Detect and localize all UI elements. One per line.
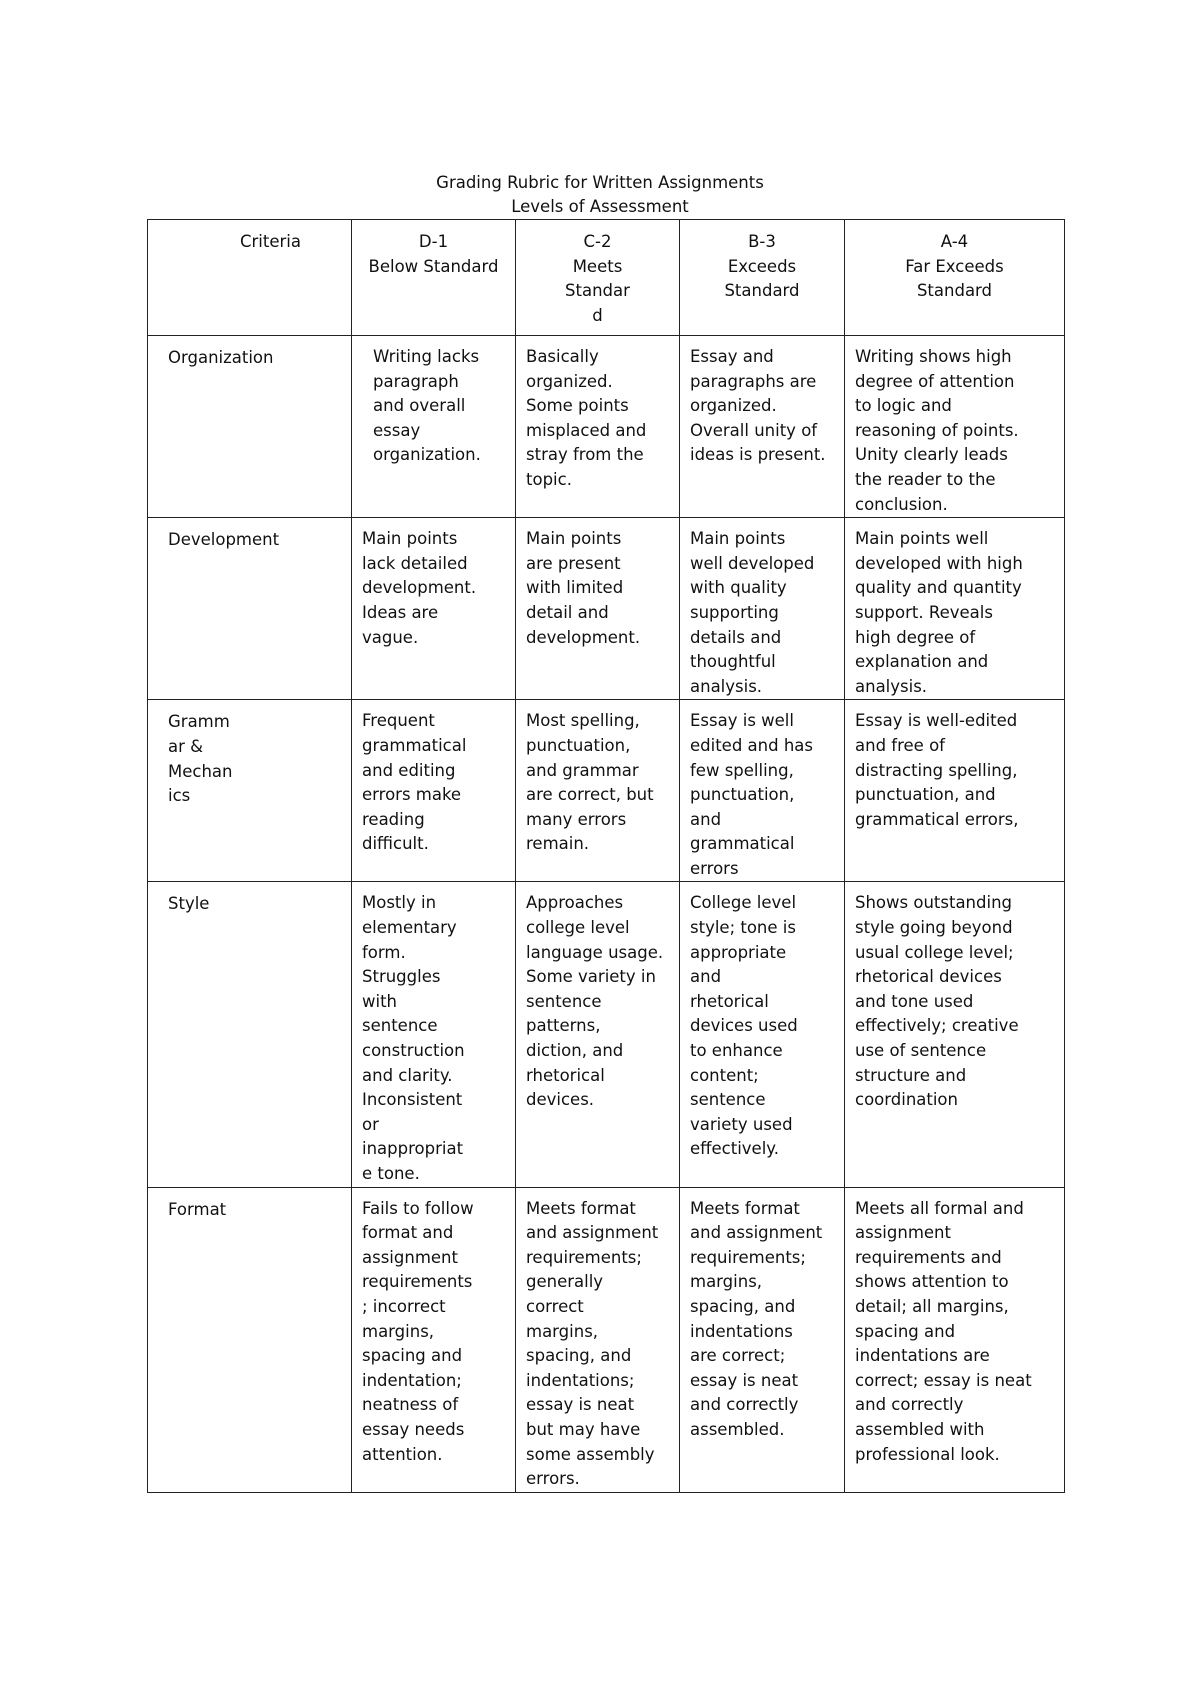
level-label: Far Exceeds Standard bbox=[905, 256, 1004, 301]
cell-format-d1: Fails to follow format and assignment requirements ; incorrect margins, spacing and indentation; neatness of essay needs attention. bbox=[352, 1187, 516, 1492]
level-header-b3 bbox=[680, 220, 845, 336]
document-title: Grading Rubric for Written Assignments bbox=[436, 173, 764, 192]
cell-development-b3: Main points well developed with quality supporting details and thoughtful analysis. bbox=[680, 518, 845, 700]
cell-grammar-c2: Most spelling, punctuation, and grammar are correct, but many errors remain. bbox=[516, 700, 680, 882]
rubric-table bbox=[147, 219, 1065, 1493]
cell-format-b3: Meets format and assignment requirements; margins, spacing, and indentations are correct; essay is neat and correctly assembled. bbox=[680, 1187, 845, 1492]
level-code: C-2 bbox=[583, 232, 612, 251]
level-code: B-3 bbox=[748, 232, 776, 251]
criterion-grammar-mechanics: Gramm ar & Mechan ics bbox=[148, 700, 352, 882]
cell-organization-c2: Basically organized. Some points misplaced and stray from the topic. bbox=[516, 336, 680, 518]
level-label: Exceeds Standard bbox=[724, 256, 800, 301]
level-header-c2 bbox=[516, 220, 680, 336]
criterion-organization: Organization bbox=[148, 336, 352, 518]
cell-grammar-a4: Essay is well-edited and free of distracting spelling, punctuation, and grammatical errors, bbox=[845, 700, 1065, 882]
level-header-a4 bbox=[845, 220, 1065, 336]
cell-format-a4: Meets all formal and assignment requirements and shows attention to detail; all margins, spacing and indentations are correct; essay is neat and correctly assembled with professional look. bbox=[845, 1187, 1065, 1492]
level-code: D-1 bbox=[418, 232, 449, 251]
cell-development-d1: Main points lack detailed development. Ideas are vague. bbox=[352, 518, 516, 700]
cell-organization-b3: Essay and paragraphs are organized. Overall unity of ideas is present. bbox=[680, 336, 845, 518]
table-row bbox=[148, 518, 1065, 700]
cell-style-d1: Mostly in elementary form. Struggles with sentence construction and clarity. Inconsistent or inappropriat e tone. bbox=[352, 882, 516, 1187]
cell-organization-a4: Writing shows high degree of attention to logic and reasoning of points. Unity clearly leads the reader to the conclusion. bbox=[845, 336, 1065, 518]
cell-development-a4: Main points well developed with high quality and quantity support. Reveals high degree of explanation and analysis. bbox=[845, 518, 1065, 700]
cell-style-a4: Shows outstanding style going beyond usual college level; rhetorical devices and tone used effectively; creative use of sentence structure and coordination bbox=[845, 882, 1065, 1187]
cell-development-c2: Main points are present with limited detail and development. bbox=[516, 518, 680, 700]
level-code: A-4 bbox=[940, 232, 969, 251]
document-subtitle: Levels of Assessment bbox=[511, 197, 689, 216]
table-row bbox=[148, 1187, 1065, 1492]
table-row bbox=[148, 882, 1065, 1187]
level-header-d1 bbox=[352, 220, 516, 336]
level-label: Below Standard bbox=[368, 256, 499, 276]
criteria-header: Criteria bbox=[148, 220, 352, 336]
cell-grammar-b3: Essay is well edited and has few spelling, punctuation, and grammatical errors bbox=[680, 700, 845, 882]
criterion-style: Style bbox=[148, 882, 352, 1187]
criterion-development: Development bbox=[148, 518, 352, 700]
cell-format-c2: Meets format and assignment requirements; generally correct margins, spacing, and indentations; essay is neat but may have some assembly errors. bbox=[516, 1187, 680, 1492]
cell-organization-d1: Writing lacks paragraph and overall essay organization. bbox=[352, 336, 516, 518]
header-row bbox=[148, 220, 1065, 336]
criterion-format: Format bbox=[148, 1187, 352, 1492]
level-label: Meets Standar d bbox=[565, 256, 630, 325]
cell-style-c2: Approaches college level language usage. Some variety in sentence patterns, diction, and rhetorical devices. bbox=[516, 882, 680, 1187]
table-row bbox=[148, 700, 1065, 882]
cell-style-b3: College level style; tone is appropriate and rhetorical devices used to enhance content; sentence variety used effectively. bbox=[680, 882, 845, 1187]
cell-grammar-d1: Frequent grammatical and editing errors make reading difficult. bbox=[352, 700, 516, 882]
table-row bbox=[148, 336, 1065, 518]
